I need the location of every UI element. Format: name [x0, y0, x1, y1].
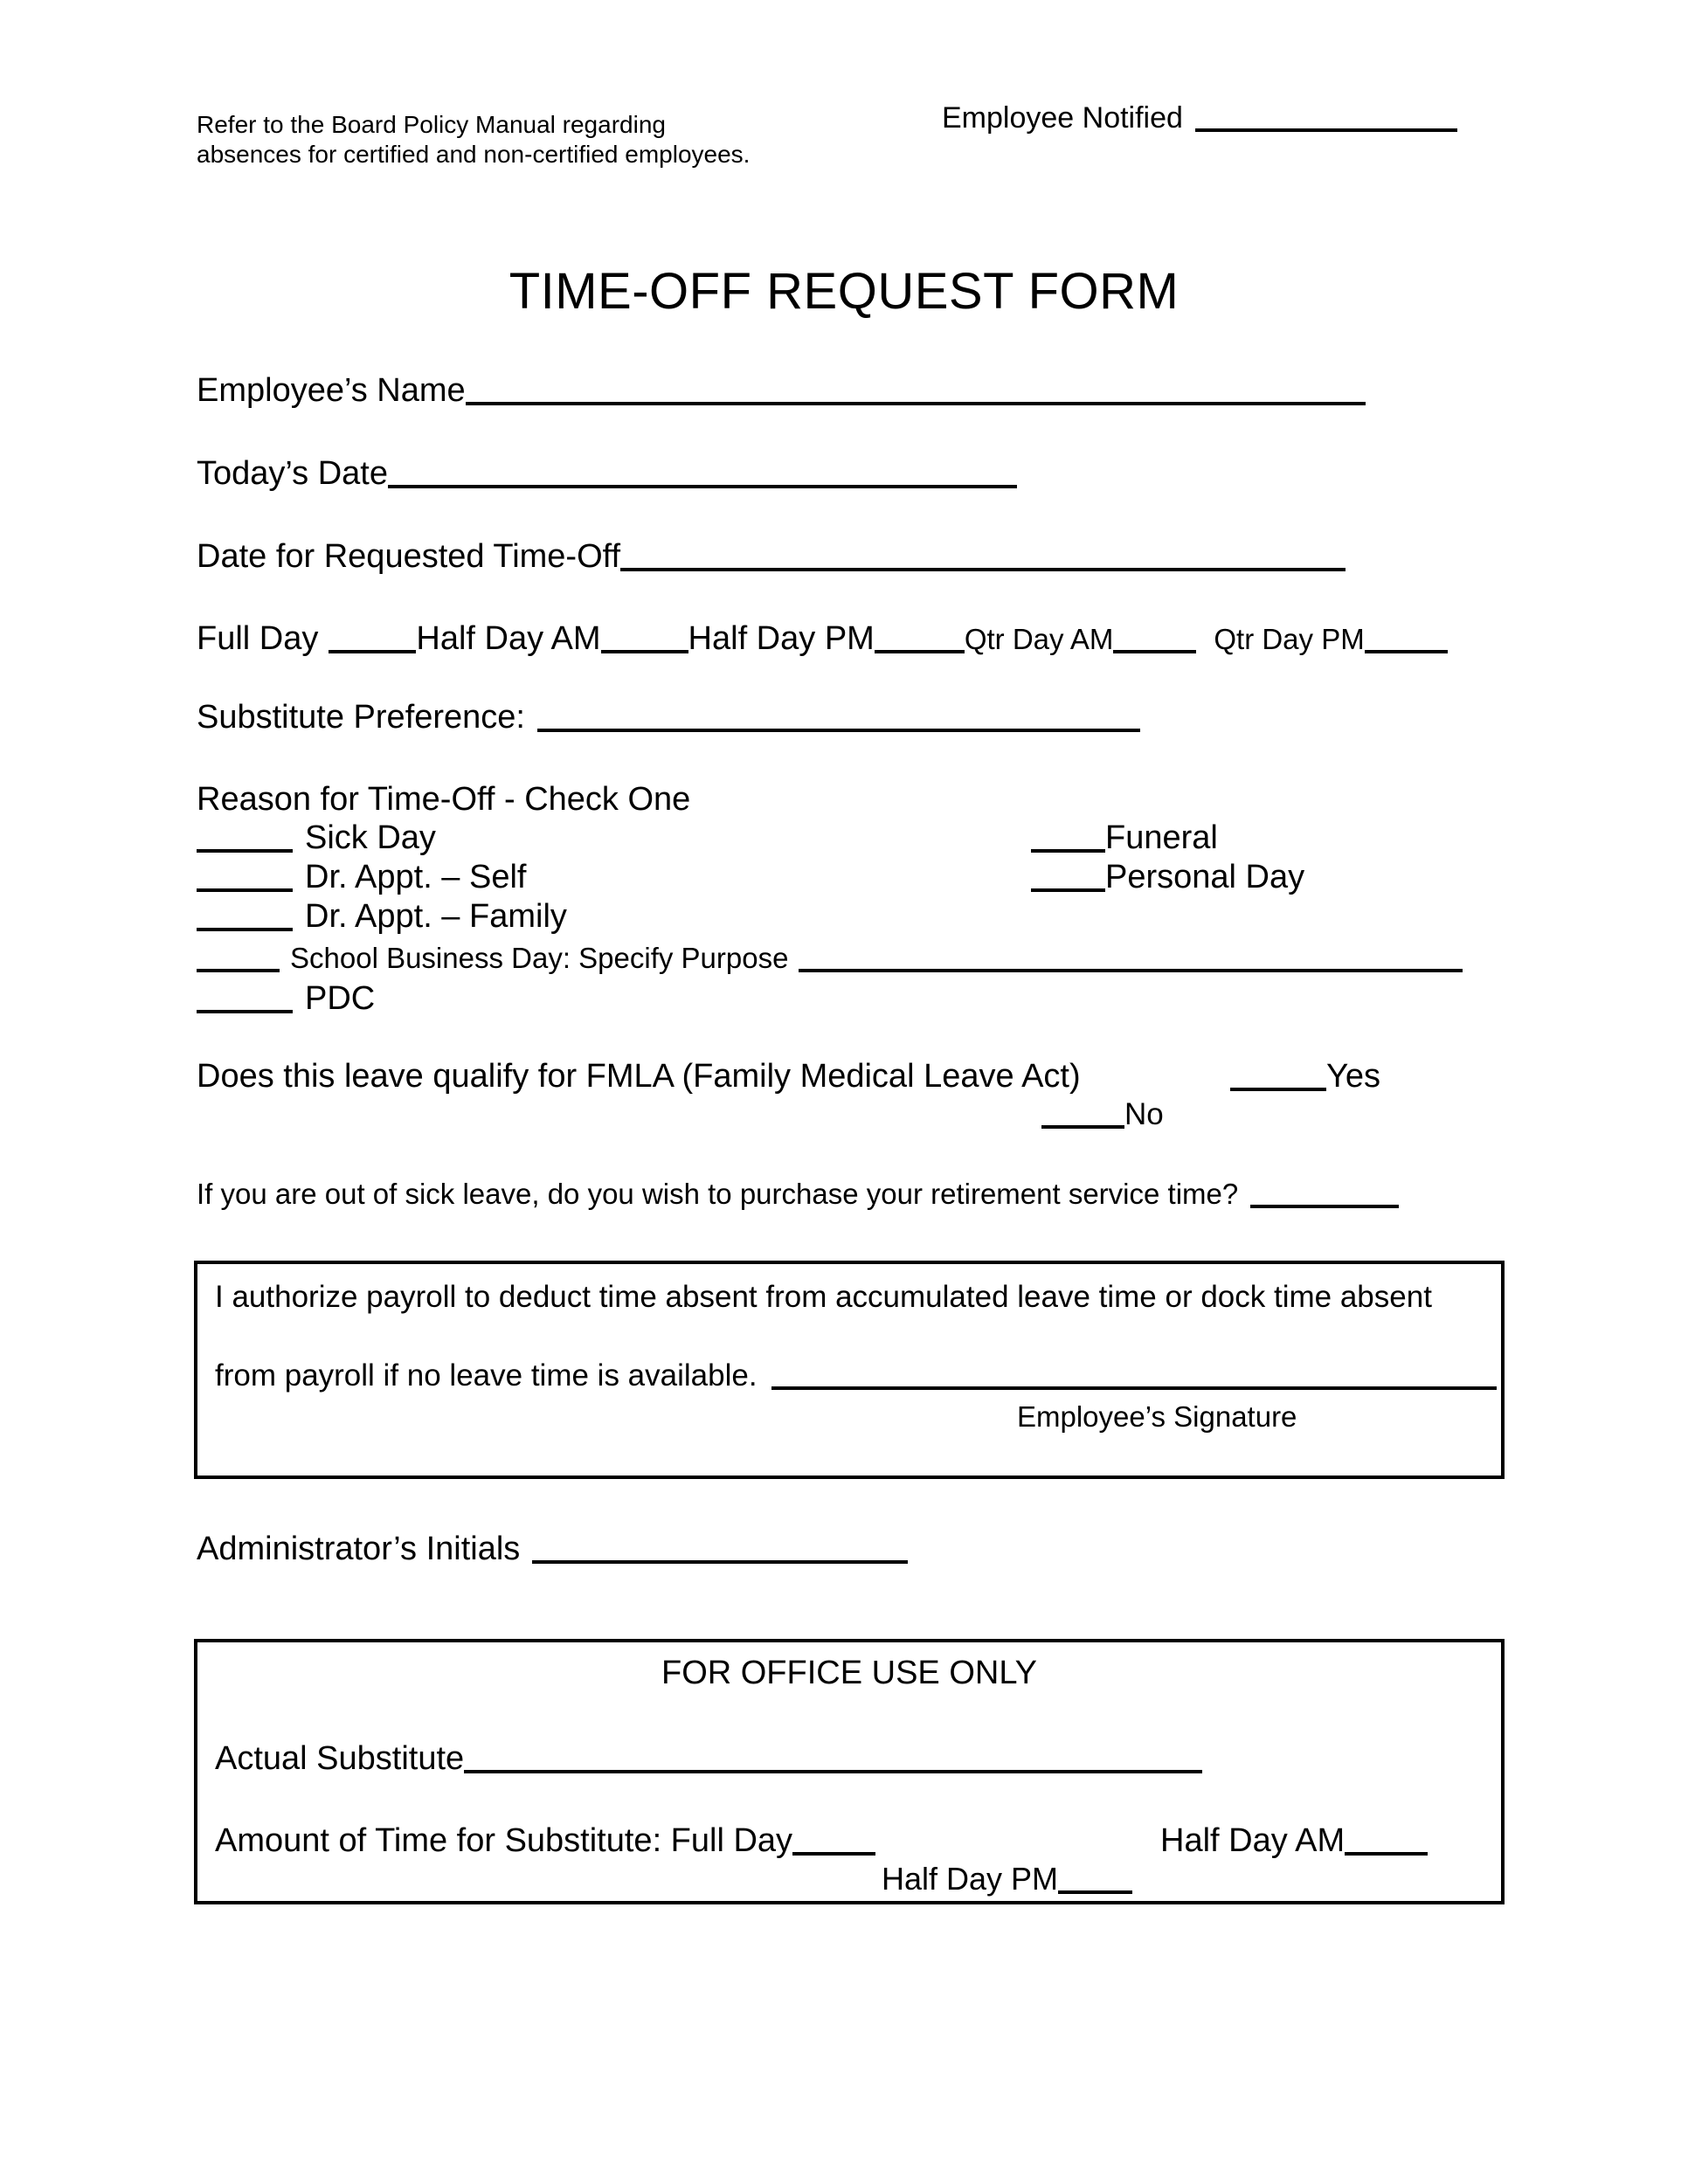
pdc-blank[interactable] — [197, 1010, 293, 1013]
qtr-day-am-blank[interactable] — [1113, 650, 1196, 653]
qtr-day-pm-blank[interactable] — [1365, 650, 1448, 653]
fmla-yes-blank[interactable] — [1230, 1088, 1326, 1091]
admin-initials-row — [197, 1531, 908, 1569]
fmla-row — [197, 1058, 1682, 1096]
authorization-line2-row — [215, 1358, 1497, 1393]
todays-date-row — [197, 455, 1017, 494]
employee-notified-label: Employee Notified — [942, 101, 1183, 135]
reason-row-5 — [197, 980, 375, 1019]
sick-day-label: Sick Day — [305, 819, 436, 856]
sick-day-blank[interactable] — [197, 849, 293, 853]
dr-appt-family-blank[interactable] — [197, 928, 293, 931]
fmla-no-option — [1041, 1097, 1164, 1132]
fmla-no-blank[interactable] — [1041, 1125, 1124, 1129]
date-requested-blank[interactable] — [620, 568, 1346, 571]
note-line-2: absences for certified and non-certified employees. — [197, 140, 751, 168]
half-day-am-label: Half Day AM — [416, 620, 601, 657]
half-day-am-blank[interactable] — [601, 650, 688, 653]
authorization-line2: from payroll if no leave time is available. — [215, 1358, 758, 1393]
substitute-preference-row — [197, 699, 1140, 737]
fmla-no-label: No — [1124, 1097, 1164, 1131]
office-use-box — [194, 1639, 1505, 1904]
personal-day-blank[interactable] — [1031, 888, 1105, 892]
office-half-day-am — [1160, 1822, 1428, 1860]
actual-substitute-label: Actual Substitute — [215, 1740, 465, 1777]
employee-name-row — [197, 372, 1366, 411]
note-line-1: Refer to the Board Policy Manual regarding — [197, 111, 666, 138]
admin-initials-label: Administrator’s Initials — [197, 1531, 521, 1567]
date-requested-row — [197, 538, 1346, 577]
retirement-row — [197, 1178, 1399, 1211]
day-type-row — [197, 620, 1448, 659]
office-half-day-pm-blank[interactable] — [1058, 1890, 1132, 1894]
substitute-preference-label: Substitute Preference: — [197, 699, 525, 736]
office-half-day-am-label: Half Day AM — [1160, 1822, 1346, 1859]
todays-date-blank[interactable] — [388, 485, 1017, 488]
retirement-question: If you are out of sick leave, do you wish to purchase your retirement service time? — [197, 1178, 1239, 1210]
form-title: TIME-OFF REQUEST FORM — [508, 263, 1180, 320]
date-requested-label: Date for Requested Time-Off — [197, 538, 621, 575]
qtr-day-pm-label: Qtr Day PM — [1214, 623, 1365, 655]
substitute-preference-blank[interactable] — [537, 729, 1140, 732]
office-half-day-am-blank[interactable] — [1345, 1852, 1428, 1856]
office-half-day-pm — [882, 1861, 1132, 1897]
amount-of-time-label: Amount of Time for Substitute: Full Day — [215, 1822, 793, 1859]
office-use-heading: FOR OFFICE USE ONLY — [661, 1655, 1037, 1691]
reason-heading: Reason for Time-Off - Check One — [197, 781, 691, 818]
full-day-blank[interactable] — [329, 650, 416, 653]
funeral-label: Funeral — [1105, 819, 1218, 856]
school-business-blank[interactable] — [197, 969, 280, 972]
employee-signature-label: Employee’s Signature — [1017, 1400, 1297, 1433]
reason-row-1 — [197, 819, 1682, 858]
office-full-day-blank[interactable] — [792, 1852, 875, 1856]
personal-day-option — [1031, 859, 1304, 897]
board-policy-note — [197, 110, 750, 169]
employee-signature-blank[interactable] — [771, 1386, 1497, 1390]
school-business-purpose-blank[interactable] — [799, 969, 1463, 972]
dr-appt-self-blank[interactable] — [197, 888, 293, 892]
retirement-blank[interactable] — [1250, 1205, 1399, 1208]
todays-date-label: Today’s Date — [197, 455, 388, 492]
admin-initials-blank[interactable] — [532, 1560, 908, 1564]
amount-of-time-row — [215, 1822, 875, 1860]
employee-notified-blank[interactable] — [1195, 128, 1457, 132]
fmla-question: Does this leave qualify for FMLA (Family Medical Leave Act) — [197, 1058, 1081, 1095]
employee-name-label: Employee’s Name — [197, 372, 466, 409]
funeral-option — [1031, 819, 1218, 858]
reason-row-3 — [197, 898, 567, 936]
full-day-label: Full Day — [197, 620, 319, 657]
qtr-day-am-label: Qtr Day AM — [964, 623, 1114, 655]
fmla-yes-label: Yes — [1326, 1058, 1380, 1095]
reason-row-2 — [197, 859, 1682, 897]
employee-notified-row — [942, 101, 1457, 135]
office-half-day-pm-label: Half Day PM — [882, 1861, 1059, 1897]
personal-day-label: Personal Day — [1105, 859, 1305, 895]
authorization-box — [194, 1261, 1505, 1479]
half-day-pm-blank[interactable] — [875, 650, 965, 653]
funeral-blank[interactable] — [1031, 849, 1105, 853]
employee-name-blank[interactable] — [466, 402, 1366, 405]
authorization-line1: I authorize payroll to deduct time absent from accumulated leave time or dock time absent — [215, 1280, 1432, 1314]
pdc-label: PDC — [305, 980, 376, 1017]
dr-appt-family-label: Dr. Appt. – Family — [305, 898, 567, 935]
half-day-pm-label: Half Day PM — [688, 620, 875, 657]
actual-substitute-blank[interactable] — [464, 1770, 1202, 1773]
fmla-yes-option — [1230, 1058, 1380, 1096]
school-business-label: School Business Day: Specify Purpose — [290, 942, 789, 974]
dr-appt-self-label: Dr. Appt. – Self — [305, 859, 527, 895]
reason-row-4 — [197, 942, 1463, 975]
actual-substitute-row — [215, 1740, 1202, 1778]
